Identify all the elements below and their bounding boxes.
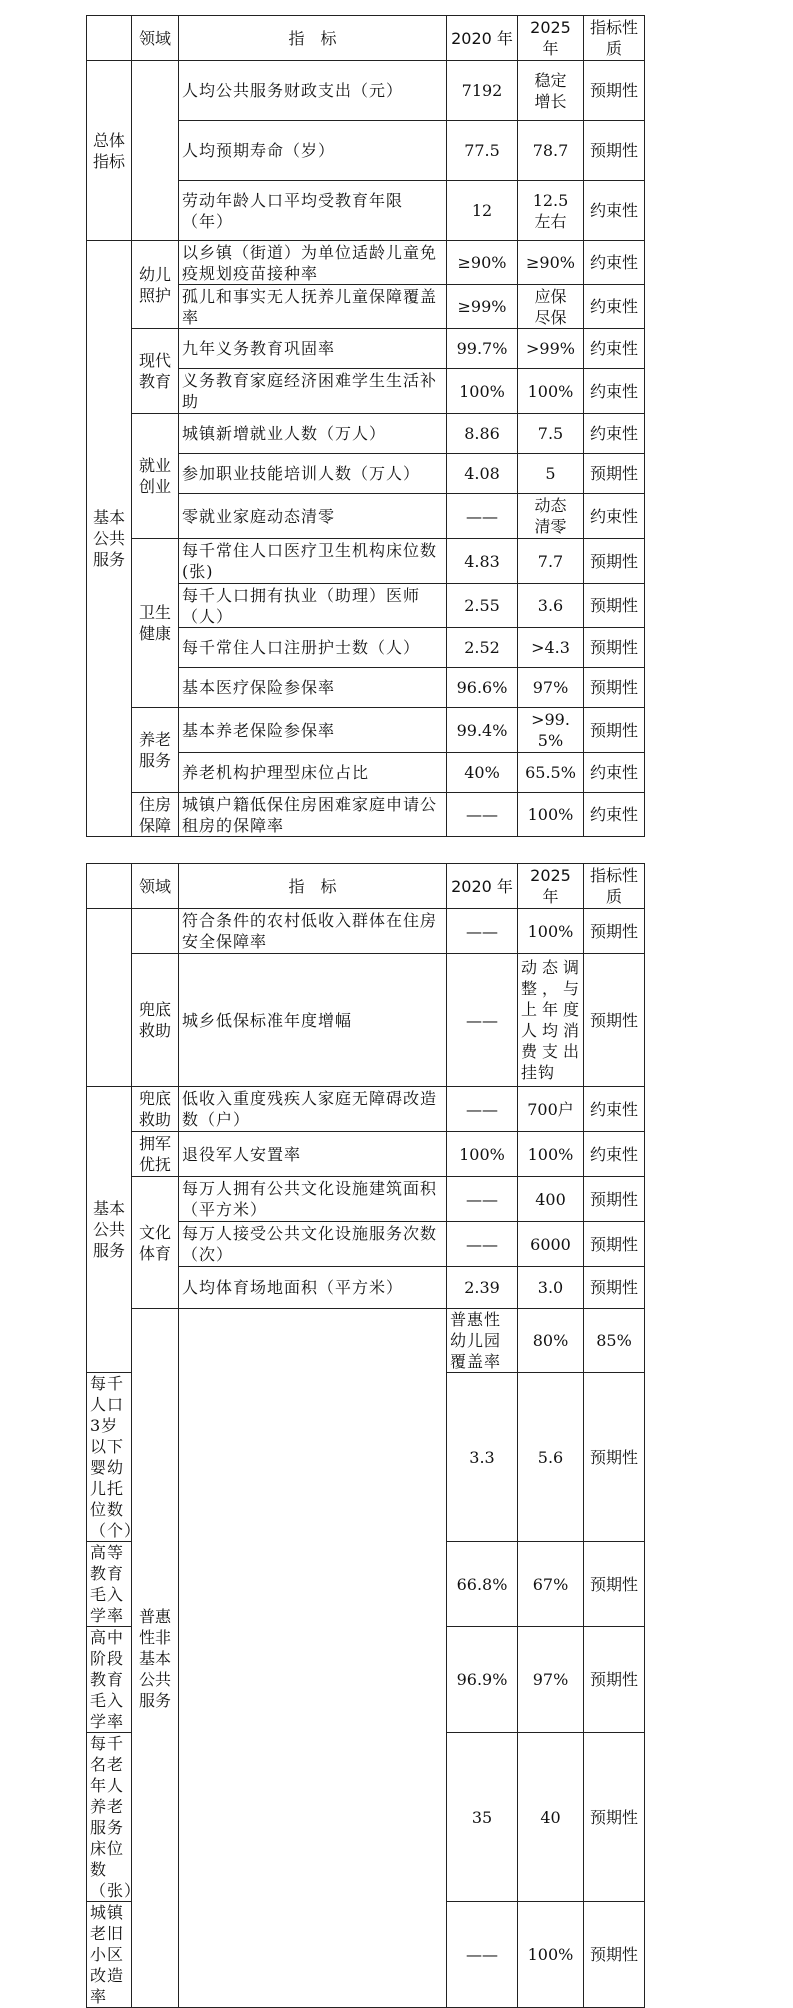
indicator-cell: 城乡低保标准年度增幅 — [179, 954, 447, 1087]
nature-cell: 约束性 — [584, 181, 645, 241]
indicator-table-2 — [86, 863, 645, 2008]
group-basic-services: 基本公共服务 — [87, 1087, 132, 1373]
value-2025: 85% — [584, 1309, 645, 1373]
table-row — [87, 61, 645, 121]
nature-cell: 约束性 — [584, 793, 645, 837]
indicator-cell: 参加职业技能培训人数（万人） — [179, 454, 447, 494]
value-2025: 7.7 — [518, 539, 584, 584]
value-2020: 40% — [447, 753, 518, 793]
value-2025: 65.5% — [518, 753, 584, 793]
value-2025: 97% — [518, 668, 584, 708]
value-2020: 7192 — [447, 61, 518, 121]
indicator-cell: 人均预期寿命（岁） — [179, 121, 447, 181]
value-2025: >4.3 — [518, 628, 584, 668]
value-2025: 78.7 — [518, 121, 584, 181]
value-2025: 6000 — [518, 1222, 584, 1267]
value-2020: 100% — [447, 369, 518, 414]
subgroup-empty — [132, 61, 179, 241]
header-2025: 2025 年 — [518, 864, 584, 909]
indicator-cell: 每千人口拥有执业（助理）医师（人） — [179, 584, 447, 628]
subgroup-yanglao: 养老服务 — [132, 708, 179, 793]
group-puhui: 普惠性非基本公共服务 — [132, 1309, 179, 2008]
indicator-cell: 每万人拥有公共文化设施建筑面积（平方米） — [179, 1177, 447, 1222]
header-2025: 2025 年 — [518, 16, 584, 61]
value-2020: 99.7% — [447, 329, 518, 369]
value-2020: —— — [447, 1087, 518, 1132]
indicator-cell: 低收入重度残疾人家庭无障碍改造数（户） — [179, 1087, 447, 1132]
table-row — [87, 1177, 645, 1222]
table-header-row — [87, 864, 645, 909]
indicator-cell: 退役军人安置率 — [179, 1132, 447, 1177]
value-2025: 3.6 — [518, 584, 584, 628]
indicator-cell: 城镇户籍低保住房困难家庭申请公租房的保障率 — [179, 793, 447, 837]
value-2020: 3.3 — [447, 1373, 518, 1542]
nature-cell: 预期性 — [584, 539, 645, 584]
nature-cell: 预期性 — [584, 61, 645, 121]
indicator-cell: 基本养老保险参保率 — [179, 708, 447, 753]
value-2025: >99.5% — [518, 708, 584, 753]
value-2020: 66.8% — [447, 1542, 518, 1627]
indicator-cell: 义务教育家庭经济困难学生生活补助 — [179, 369, 447, 414]
table-row — [87, 793, 645, 837]
indicator-cell: 每千常住人口医疗卫生机构床位数(张) — [179, 539, 447, 584]
nature-cell: 预期性 — [584, 1733, 645, 1902]
value-2020: —— — [447, 1902, 518, 2008]
value-2020: ≥99% — [447, 285, 518, 329]
value-2025: 动态清零 — [518, 494, 584, 539]
value-2025: 700户 — [518, 1087, 584, 1132]
indicator-cell: 每万人接受公共文化设施服务次数（次） — [179, 1222, 447, 1267]
indicator-cell: 普惠性幼儿园覆盖率 — [447, 1309, 518, 1373]
nature-cell: 约束性 — [584, 1132, 645, 1177]
nature-cell: 预期性 — [584, 668, 645, 708]
value-2020: 4.08 — [447, 454, 518, 494]
subgroup-yongjun: 拥军优抚 — [132, 1132, 179, 1177]
value-2020: 8.86 — [447, 414, 518, 454]
value-2020: 12 — [447, 181, 518, 241]
group-empty — [87, 909, 132, 1087]
nature-cell: 预期性 — [584, 954, 645, 1087]
value-2020: 80% — [518, 1309, 584, 1373]
subgroup-zhufang: 住房保障 — [132, 793, 179, 837]
nature-cell: 约束性 — [584, 753, 645, 793]
indicator-cell: 基本医疗保险参保率 — [179, 668, 447, 708]
value-2020: 2.52 — [447, 628, 518, 668]
value-2025: 5.6 — [518, 1373, 584, 1542]
table-row — [87, 241, 645, 285]
nature-cell: 预期性 — [584, 708, 645, 753]
nature-cell: 约束性 — [584, 285, 645, 329]
subgroup-empty — [179, 1309, 447, 2008]
header-nature: 指标性质 — [584, 864, 645, 909]
nature-cell: 约束性 — [584, 329, 645, 369]
subgroup-jiaoyu: 现代教育 — [132, 329, 179, 414]
indicator-cell: 人均公共服务财政支出（元） — [179, 61, 447, 121]
value-2025: >99% — [518, 329, 584, 369]
value-2025: 100% — [518, 369, 584, 414]
value-2020: 100% — [447, 1132, 518, 1177]
value-2025: 100% — [518, 793, 584, 837]
indicator-cell: 劳动年龄人口平均受教育年限（年） — [179, 181, 447, 241]
nature-cell: 预期性 — [584, 1177, 645, 1222]
indicator-cell: 每千人口3岁以下婴幼儿托位数（个） — [87, 1373, 132, 1542]
value-2025: 应保尽保 — [518, 285, 584, 329]
indicator-cell: 养老机构护理型床位占比 — [179, 753, 447, 793]
indicator-cell: 高中阶段教育毛入学率 — [87, 1627, 132, 1733]
subgroup-doudi: 兜底救助 — [132, 954, 179, 1087]
value-2025: 100% — [518, 1132, 584, 1177]
nature-cell: 预期性 — [584, 1902, 645, 2008]
subgroup-wenhua: 文化体育 — [132, 1177, 179, 1309]
nature-cell: 预期性 — [584, 1373, 645, 1542]
indicator-cell: 零就业家庭动态清零 — [179, 494, 447, 539]
value-2020: 2.39 — [447, 1267, 518, 1309]
nature-cell: 约束性 — [584, 1087, 645, 1132]
nature-cell: 预期性 — [584, 628, 645, 668]
header-2020: 2020 年 — [447, 864, 518, 909]
value-2020: 4.83 — [447, 539, 518, 584]
header-empty — [87, 864, 132, 909]
indicator-cell: 以乡镇（街道）为单位适龄儿童免疫规划疫苗接种率 — [179, 241, 447, 285]
subgroup-doudi: 兜底救助 — [132, 1087, 179, 1132]
header-domain: 领域 — [132, 16, 179, 61]
nature-cell: 约束性 — [584, 369, 645, 414]
value-2025: ≥90% — [518, 241, 584, 285]
indicator-cell: 高等教育毛入学率 — [87, 1542, 132, 1627]
nature-cell: 约束性 — [584, 414, 645, 454]
table-row — [87, 1087, 645, 1132]
value-2025: 40 — [518, 1733, 584, 1902]
nature-cell: 预期性 — [584, 1267, 645, 1309]
subgroup-empty — [132, 909, 179, 954]
indicator-cell: 符合条件的农村低收入群体在住房安全保障率 — [179, 909, 447, 954]
value-2025: 7.5 — [518, 414, 584, 454]
indicator-cell: 每千名老年人养老服务床位数（张） — [87, 1733, 132, 1902]
nature-cell: 预期性 — [584, 909, 645, 954]
table-row — [87, 1309, 645, 1373]
indicator-cell: 人均体育场地面积（平方米） — [179, 1267, 447, 1309]
value-2025: 400 — [518, 1177, 584, 1222]
nature-cell: 预期性 — [584, 1542, 645, 1627]
header-domain: 领域 — [132, 864, 179, 909]
nature-cell: 约束性 — [584, 241, 645, 285]
value-2020: ≥90% — [447, 241, 518, 285]
value-2020: —— — [447, 793, 518, 837]
table-header-row — [87, 16, 645, 61]
value-2020: 99.4% — [447, 708, 518, 753]
table-row — [87, 954, 645, 1087]
value-2020: —— — [447, 909, 518, 954]
table-row — [87, 1132, 645, 1177]
value-2025: 97% — [518, 1627, 584, 1733]
subgroup-jiuye: 就业创业 — [132, 414, 179, 539]
group-total: 总体指标 — [87, 61, 132, 241]
header-2020: 2020 年 — [447, 16, 518, 61]
table-row — [87, 708, 645, 753]
header-nature: 指标性质 — [584, 16, 645, 61]
nature-cell: 预期性 — [584, 584, 645, 628]
value-2020: 96.9% — [447, 1627, 518, 1733]
indicator-cell: 孤儿和事实无人抚养儿童保障覆盖率 — [179, 285, 447, 329]
nature-cell: 约束性 — [584, 494, 645, 539]
table-row — [87, 909, 645, 954]
nature-cell: 预期性 — [584, 1222, 645, 1267]
value-2025: 100% — [518, 1902, 584, 2008]
header-empty — [87, 16, 132, 61]
value-2020: —— — [447, 954, 518, 1087]
value-2025: 动态调整，与上年度人均消费支出挂钩 — [518, 954, 584, 1087]
indicator-cell: 城镇新增就业人数（万人） — [179, 414, 447, 454]
group-basic-services: 基本公共服务 — [87, 241, 132, 837]
value-2020: 2.55 — [447, 584, 518, 628]
value-2020: 35 — [447, 1733, 518, 1902]
nature-cell: 预期性 — [584, 454, 645, 494]
value-2025: 100% — [518, 909, 584, 954]
header-indicator: 指 标 — [179, 16, 447, 61]
nature-cell: 预期性 — [584, 1627, 645, 1733]
value-2025: 67% — [518, 1542, 584, 1627]
table-row — [87, 414, 645, 454]
value-2025: 12.5左右 — [518, 181, 584, 241]
subgroup-youer: 幼儿照护 — [132, 241, 179, 329]
subgroup-weisheng: 卫生健康 — [132, 539, 179, 708]
value-2020: 77.5 — [447, 121, 518, 181]
indicator-cell: 每千常住人口注册护士数（人） — [179, 628, 447, 668]
value-2020: —— — [447, 494, 518, 539]
header-indicator: 指 标 — [179, 864, 447, 909]
value-2020: —— — [447, 1222, 518, 1267]
value-2020: 96.6% — [447, 668, 518, 708]
table-row — [87, 539, 645, 584]
value-2025: 3.0 — [518, 1267, 584, 1309]
indicator-table-1 — [86, 15, 645, 837]
value-2025: 5 — [518, 454, 584, 494]
value-2020: —— — [447, 1177, 518, 1222]
value-2025: 稳定增长 — [518, 61, 584, 121]
indicator-cell: 城镇老旧小区改造率 — [87, 1902, 132, 2008]
table-row — [87, 329, 645, 369]
nature-cell: 预期性 — [584, 121, 645, 181]
indicator-cell: 九年义务教育巩固率 — [179, 329, 447, 369]
